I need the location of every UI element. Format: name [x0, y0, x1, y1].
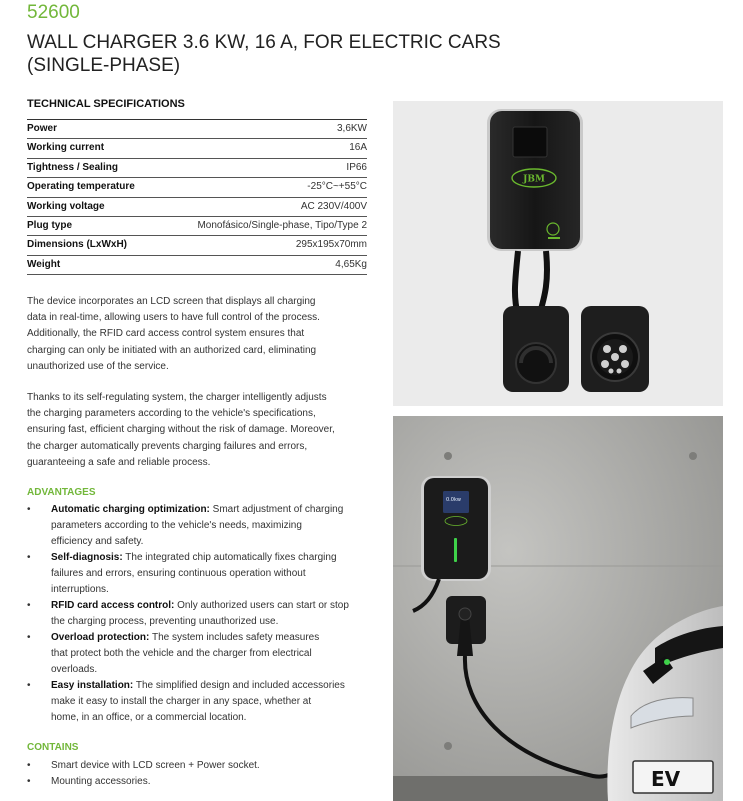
product-code: 52600 [27, 2, 80, 23]
spec-row-plug [27, 217, 367, 236]
product-title-line-2: (SINGLE-PHASE) [27, 55, 181, 76]
spec-row-power [27, 120, 367, 139]
brand-logo-text: JBM [523, 174, 545, 185]
text-line: Additionally, the RFID card access control system ensures that [27, 328, 305, 340]
text-line: interruptions. [51, 584, 109, 595]
spec-label: Weight [27, 258, 61, 270]
product-title [27, 31, 507, 77]
product-title-line-1: WALL CHARGER 3.6 KW, 16 A, FOR ELECTRIC CARS [27, 32, 501, 53]
license-plate-text: EV [651, 767, 681, 791]
advantage-title: Self-diagnosis: [51, 552, 123, 563]
spec-value: IP66 [346, 161, 367, 173]
specs-table [27, 119, 367, 275]
spec-label: Working current [27, 142, 105, 154]
text-line: Thanks to its self-regulating system, the charger intelligently adjusts [27, 392, 327, 403]
contains-list [27, 758, 372, 790]
spec-label: Tightness / Sealing [27, 161, 118, 173]
spec-value: Monofásico/Single-phase, Tipo/Type 2 [197, 219, 367, 231]
advantage-title: RFID card access control: [51, 600, 175, 611]
text-line: The simplified design and included accessories [133, 680, 345, 691]
text-line: overloads. [51, 664, 98, 675]
charger-illustration [393, 101, 723, 406]
spec-label: Plug type [27, 219, 73, 231]
text-line: Only authorized users can start or stop [174, 600, 349, 611]
spec-value: AC 230V/400V [300, 200, 367, 212]
advantage-title: Overload protection: [51, 632, 150, 643]
text-line: Smart device with LCD screen + Power socket. [51, 760, 260, 771]
bullet-icon: • [27, 632, 31, 643]
spec-row-dimensions [27, 236, 367, 255]
spec-value: 295x195x70mm [295, 239, 367, 251]
bullet-icon: • [27, 552, 31, 563]
advantage-title: Easy installation: [51, 680, 134, 691]
spec-row-weight [27, 256, 367, 275]
text-line: Mounting accessories. [51, 776, 151, 787]
spec-row-temperature [27, 178, 367, 197]
bullet-icon: • [27, 680, 31, 691]
spec-label: Working voltage [27, 200, 105, 212]
screen-readout: 0.0kw [446, 497, 461, 503]
spec-value: 16A [349, 142, 367, 154]
spec-label: Dimensions (LxWxH) [27, 239, 128, 251]
list-item [27, 630, 372, 678]
text-line: parameters according to the vehicle's needs, maximizing [51, 520, 302, 531]
description-paragraph-1 [27, 294, 369, 375]
product-photo-in-use [393, 416, 723, 801]
bullet-icon: • [27, 600, 31, 611]
spec-label: Power [27, 123, 58, 134]
text-line: that protect both the vehicle and the charger from electrical [51, 648, 312, 659]
text-line: charging can only be initiated with an authorized card, eliminating [27, 344, 317, 356]
description-paragraph-2 [27, 390, 369, 471]
text-line: guaranteeing a safe and reliable process. [27, 456, 211, 468]
list-item [27, 774, 372, 790]
text-line: ensuring fast, efficient charging without the risk of damage. Moreover, [27, 424, 335, 436]
text-line: unauthorized use of the service. [27, 360, 169, 372]
text-line: The system includes safety measures [149, 632, 320, 643]
in-use-illustration [393, 416, 723, 801]
list-item [27, 758, 372, 774]
spec-row-current [27, 139, 367, 158]
list-item [27, 598, 372, 630]
bullet-icon: • [27, 504, 31, 515]
spec-value: 4,65Kg [335, 258, 367, 270]
spec-label: Operating temperature [27, 181, 135, 193]
spec-value: -25°C~+55°C [307, 181, 367, 193]
bullet-icon: • [27, 776, 31, 787]
text-line: home, in an office, or a commercial location. [51, 712, 247, 723]
text-line: failures and errors, ensuring continuous operation without [51, 568, 306, 579]
text-line: efficiency and safety. [51, 536, 144, 547]
text-line: make it easy to install the charger in any space, whether at [51, 696, 312, 707]
text-line: The device incorporates an LCD screen that displays all charging [27, 296, 316, 307]
list-item [27, 550, 372, 598]
product-photo-charger [393, 101, 723, 406]
spec-row-sealing [27, 159, 367, 178]
list-item [27, 678, 372, 726]
contains-heading: CONTAINS [27, 742, 79, 753]
list-item [27, 502, 372, 550]
text-line: the charging process, preventing unauthorized use. [51, 616, 279, 627]
advantages-list [27, 502, 372, 726]
specs-heading: TECHNICAL SPECIFICATIONS [27, 98, 185, 110]
text-line: the charger automatically prevents charging failures and errors, [27, 440, 308, 452]
text-line: The integrated chip automatically fixes charging [122, 552, 337, 563]
text-line: Smart adjustment of charging [209, 504, 344, 515]
advantages-heading: ADVANTAGES [27, 487, 96, 498]
text-line: data in real-time, allowing users to have full control of the process. [27, 312, 320, 324]
bullet-icon: • [27, 760, 31, 771]
text-line: the charging parameters according to the vehicle's specifications, [27, 408, 316, 420]
spec-row-voltage [27, 198, 367, 217]
advantage-title: Automatic charging optimization: [51, 504, 210, 515]
spec-value: 3,6KW [336, 123, 367, 134]
